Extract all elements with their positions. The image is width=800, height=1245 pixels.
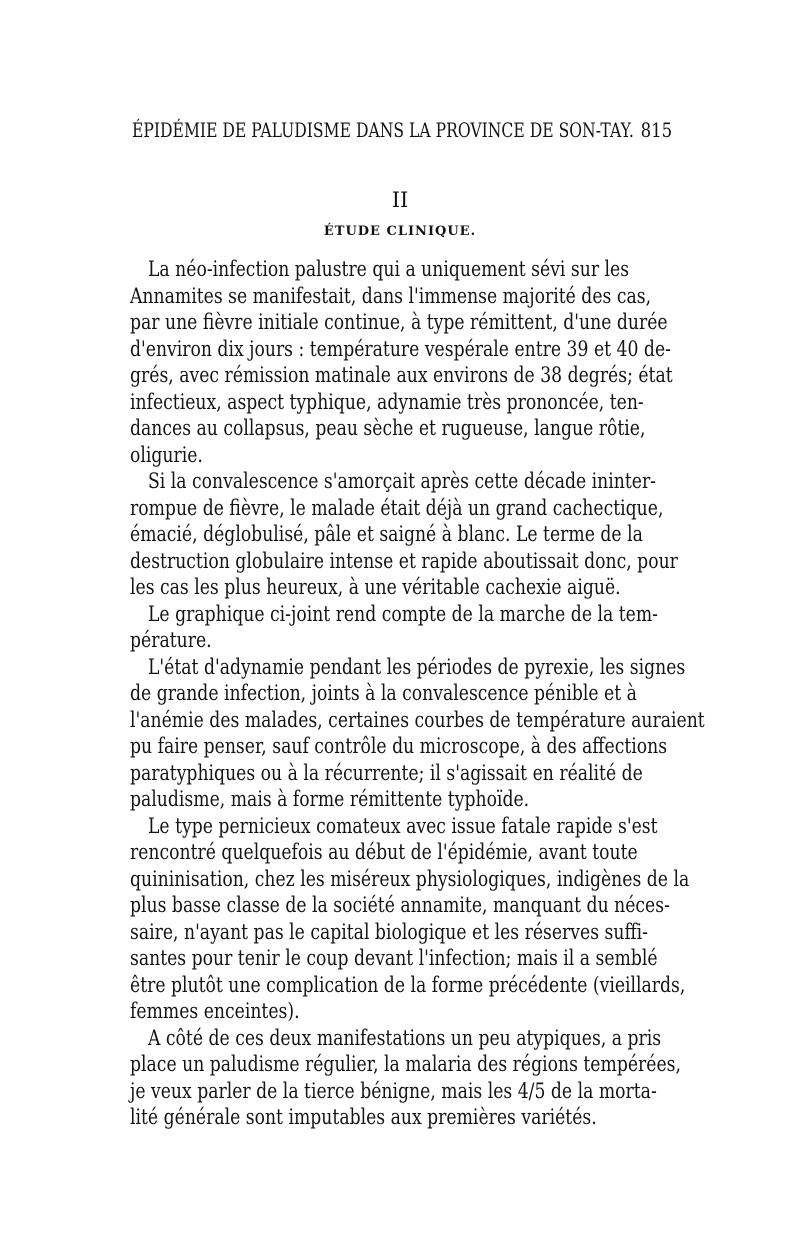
paragraph-line: Annamites se manifestait, dans l'immense majorité des cas, xyxy=(130,283,652,308)
paragraph-line: oligurie. xyxy=(130,442,203,467)
paragraph-line: lité générale sont imputables aux premières variétés. xyxy=(130,1105,597,1129)
paragraph-line: pérature. xyxy=(130,628,212,652)
paragraph-line: être plutôt une complication de la forme précédente (vieillards, xyxy=(130,972,686,997)
paragraph-line: dances au collapsus, peau sèche et rugueuse, langue rôtie, xyxy=(130,416,646,440)
paragraph-line: d'environ dix jours : température vespérale entre 39 et 40 de- xyxy=(130,336,671,361)
paragraph-line: saire, n'ayant pas le capital biologique et les réserves suffi- xyxy=(130,919,649,944)
paragraph-line: par une fièvre initiale continue, à type rémittent, d'une durée xyxy=(130,310,668,334)
paragraph-line: destruction globulaire intense et rapide aboutissait donc, pour xyxy=(130,548,678,573)
paragraph-line: pu faire penser, sauf contrôle du microscope, à des affections xyxy=(130,734,668,758)
paragraph-line: les cas les plus heureux, à une véritable cachexie aiguë. xyxy=(130,575,621,599)
paragraph-line: Le graphique ci-joint rend compte de la marche de la tem- xyxy=(148,601,659,626)
paragraph-line: je veux parler de la tierce bénigne, mais les 4/5 de la morta- xyxy=(130,1078,657,1103)
body-text xyxy=(130,256,705,1131)
paragraph-line: paludisme, mais à forme rémittente typhoïde. xyxy=(130,787,530,811)
paragraph-line: grés, avec rémission matinale aux environs de 38 degrés; état xyxy=(130,363,673,387)
paragraph-line: place un paludisme régulier, la malaria des régions tempérées, xyxy=(130,1052,681,1076)
paragraph-line: infectieux, aspect typhique, adynamie très prononcée, ten- xyxy=(130,389,644,414)
paragraph-line: paratyphiques ou à la récurrente; il s'agissait en réalité de xyxy=(130,760,643,785)
paragraph-line: plus basse classe de la société annamite, manquant du néces- xyxy=(130,893,670,917)
section-title: ÉTUDE CLINIQUE. xyxy=(323,224,477,239)
paragraph-line: rencontré quelquefois au début de l'épidémie, avant toute xyxy=(130,840,638,864)
running-title: ÉPIDÉMIE DE PALUDISME DANS LA PROVINCE DE SON-TAY. xyxy=(132,119,634,142)
section-number: II xyxy=(391,188,409,212)
paragraph-line: Le type pernicieux comateux avec issue fatale rapide s'est xyxy=(148,813,658,838)
paragraph-line: Si la convalescence s'amorçait après cette décade ininter- xyxy=(148,469,657,493)
paragraph-line: émacié, déglobulisé, pâle et saigné à blanc. Le terme de la xyxy=(130,522,643,546)
paragraph-line: La néo-infection palustre qui a uniquement sévi sur les xyxy=(148,257,630,281)
paragraph-line: santes pour tenir le coup devant l'infection; mais il a semblé xyxy=(130,946,658,970)
paragraph-line: L'état d'adynamie pendant les périodes de pyrexie, les signes xyxy=(148,654,686,679)
paragraph-line: de grande infection, joints à la convalescence pénible et à xyxy=(130,681,637,705)
paragraph-line: femmes enceintes). xyxy=(130,999,300,1023)
paragraph-line: A côté de ces deux manifestations un peu atypiques, a pris xyxy=(148,1025,662,1050)
paragraph-line: quininisation, chez les miséreux physiologiques, indigènes de la xyxy=(130,866,690,891)
running-header xyxy=(132,116,672,146)
page-number: 815 xyxy=(640,119,672,142)
paragraph-line: rompue de fièvre, le malade était déjà un grand cachectique, xyxy=(130,495,664,520)
paragraph-line: l'anémie des malades, certaines courbes de température auraient xyxy=(130,707,705,732)
